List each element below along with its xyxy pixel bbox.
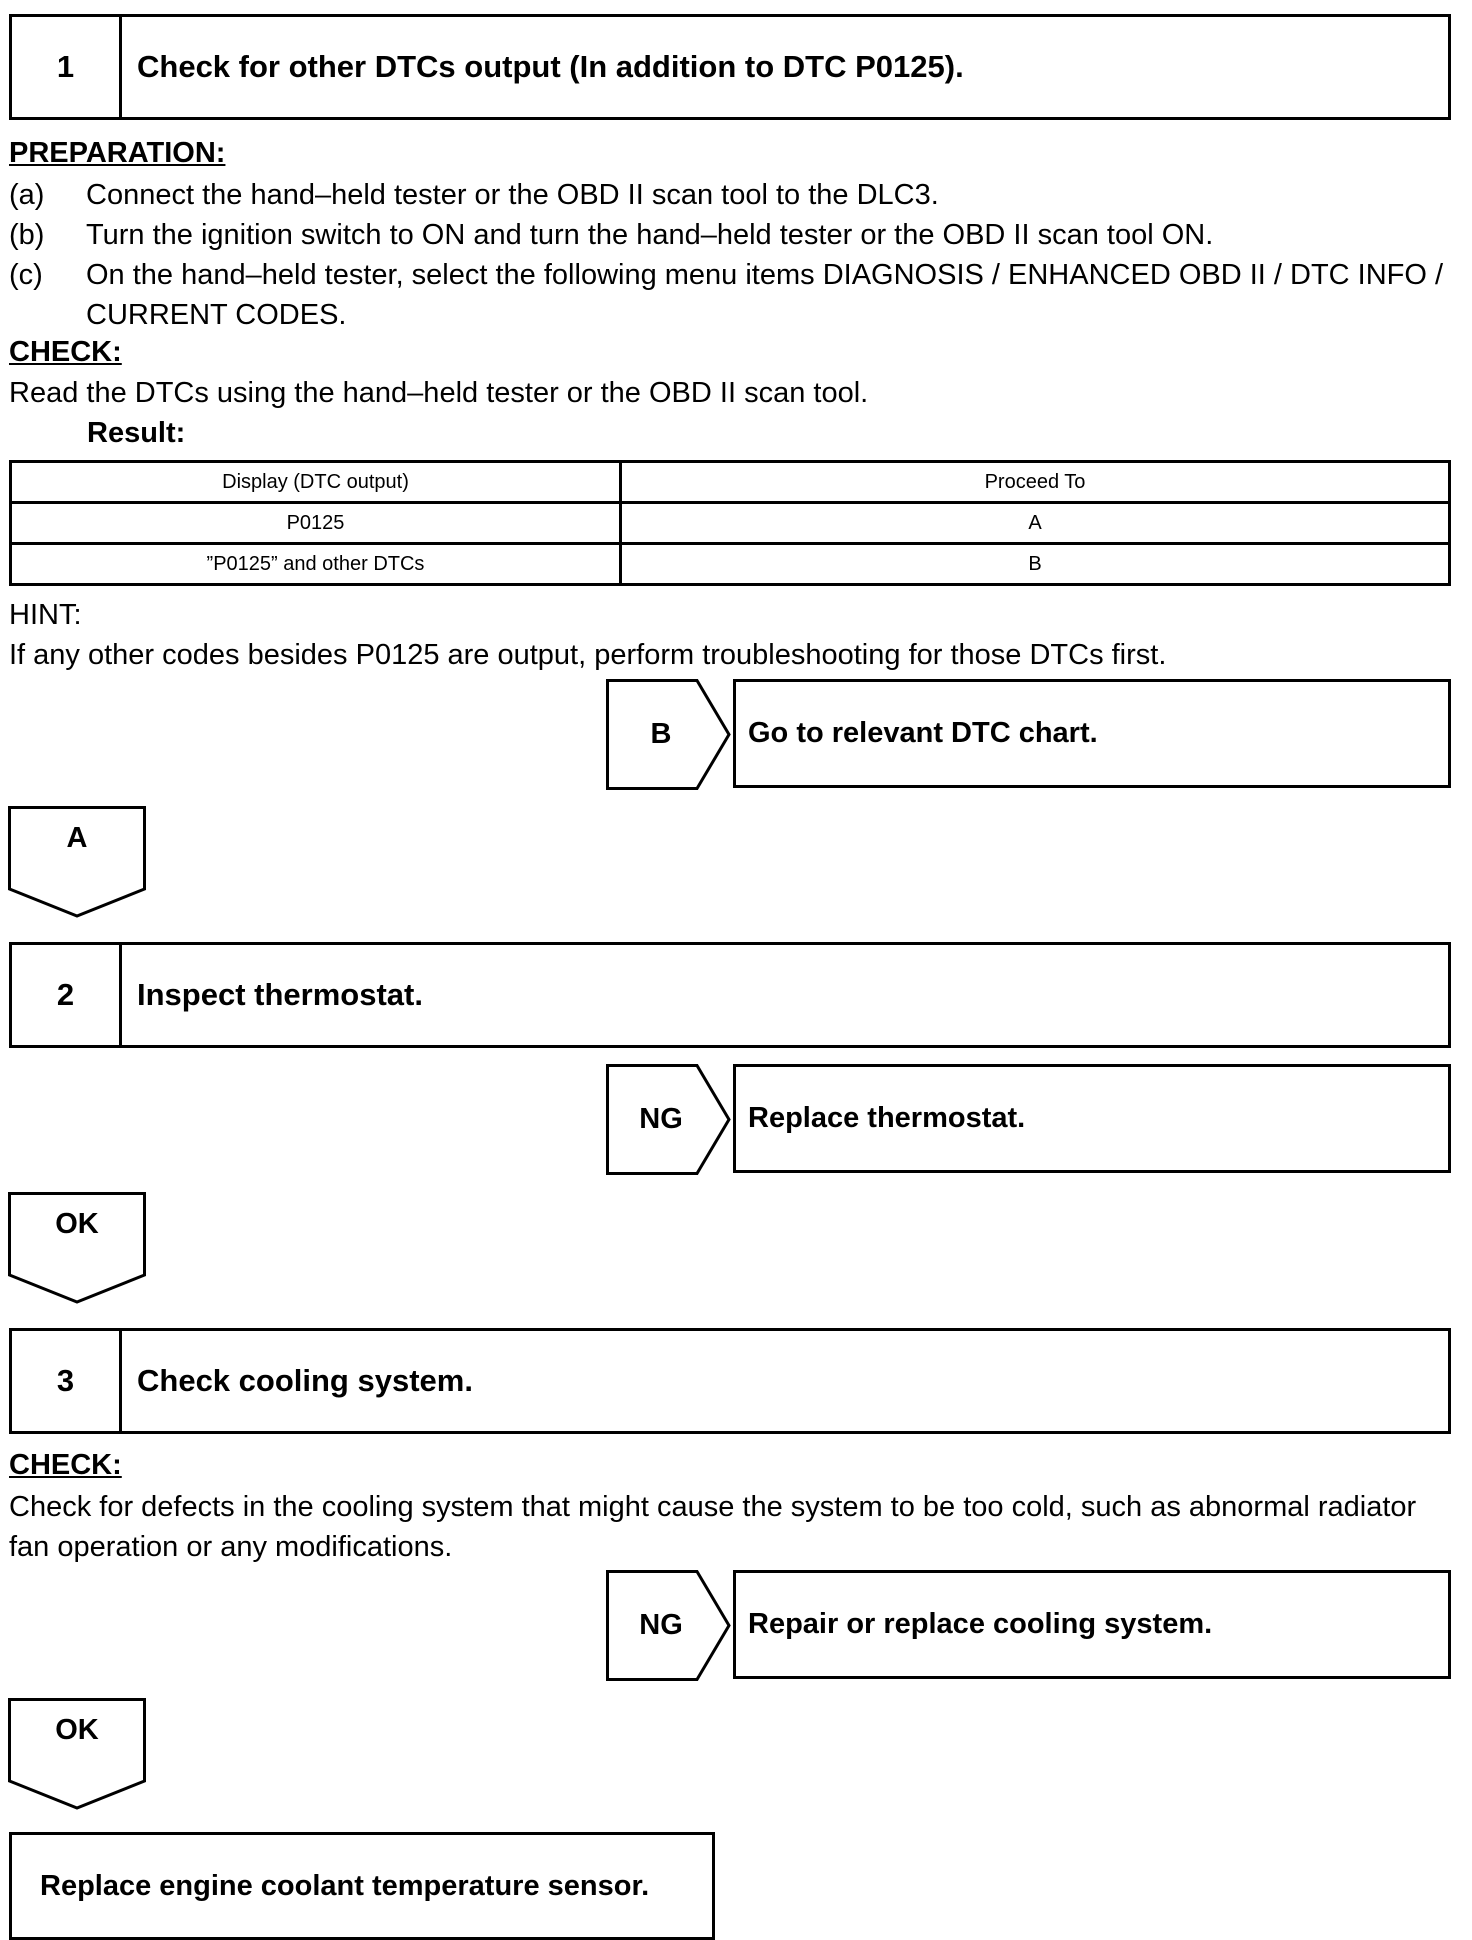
item-text: Connect the hand–held tester or the OBD II scan tool to the DLC3. <box>86 179 939 211</box>
table-cell: A <box>621 503 1450 544</box>
branch-flag-b <box>606 679 731 790</box>
result-table <box>9 460 1451 586</box>
step-title: Check cooling system. <box>137 1363 473 1398</box>
flag-label: A <box>66 822 88 854</box>
flag-label: NG <box>639 1609 683 1641</box>
flag-label: B <box>650 718 672 750</box>
item-key: (b) <box>9 219 45 251</box>
step-title: Inspect thermostat. <box>137 977 423 1012</box>
table-cell: B <box>621 544 1450 585</box>
flag-label: OK <box>55 1208 99 1240</box>
table-header-row <box>11 462 1450 503</box>
next-flag-ok <box>8 1192 146 1304</box>
item-text: On the hand–held tester, select the following menu items DIAGNOSIS / ENHANCED OBD II / DTC INFO / CURRENT CODES. <box>86 259 1444 331</box>
item-text: Turn the ignition switch to ON and turn the hand–held tester or the OBD II scan tool ON. <box>86 219 1214 251</box>
hint-label: HINT: <box>9 599 82 631</box>
next-flag-ok <box>8 1698 146 1810</box>
flag-label: OK <box>55 1714 99 1746</box>
check-label: CHECK: <box>9 1449 122 1481</box>
next-flag-a <box>8 806 146 918</box>
flag-label: NG <box>639 1103 683 1135</box>
result-label: Result: <box>87 417 186 449</box>
table-header: Proceed To <box>621 462 1450 503</box>
table-row <box>11 544 1450 585</box>
table-cell: ”P0125” and other DTCs <box>11 544 621 585</box>
item-key: (c) <box>9 259 43 291</box>
final-action-box: Replace engine coolant temperature sensor. <box>9 1832 715 1940</box>
item-key: (a) <box>9 179 45 211</box>
branch-flag-ng <box>606 1064 731 1175</box>
step-2-header <box>9 942 1451 1048</box>
hint-text: If any other codes besides P0125 are output, perform troubleshooting for those DTCs first. <box>9 639 1167 671</box>
step-number: 2 <box>12 945 122 1045</box>
check-text: Read the DTCs using the hand–held tester or the OBD II scan tool. <box>9 377 869 409</box>
branch-action-box: Repair or replace cooling system. <box>733 1570 1451 1679</box>
table-row <box>11 503 1450 544</box>
check-label: CHECK: <box>9 336 122 368</box>
branch-action-box: Go to relevant DTC chart. <box>733 679 1451 788</box>
table-cell: P0125 <box>11 503 621 544</box>
step-title: Check for other DTCs output (In addition to DTC P0125). <box>137 49 964 84</box>
branch-action-box: Replace thermostat. <box>733 1064 1451 1173</box>
table-header: Display (DTC output) <box>11 462 621 503</box>
preparation-label: PREPARATION: <box>9 137 226 169</box>
branch-flag-ng <box>606 1570 731 1681</box>
step-1-header <box>9 14 1451 120</box>
check-text: Check for defects in the cooling system that might cause the system to be too cold, such as abnormal radiator fan operation or any modifications. <box>9 1491 1417 1563</box>
step-3-header <box>9 1328 1451 1434</box>
step-number: 3 <box>12 1331 122 1431</box>
step-number: 1 <box>12 17 122 117</box>
